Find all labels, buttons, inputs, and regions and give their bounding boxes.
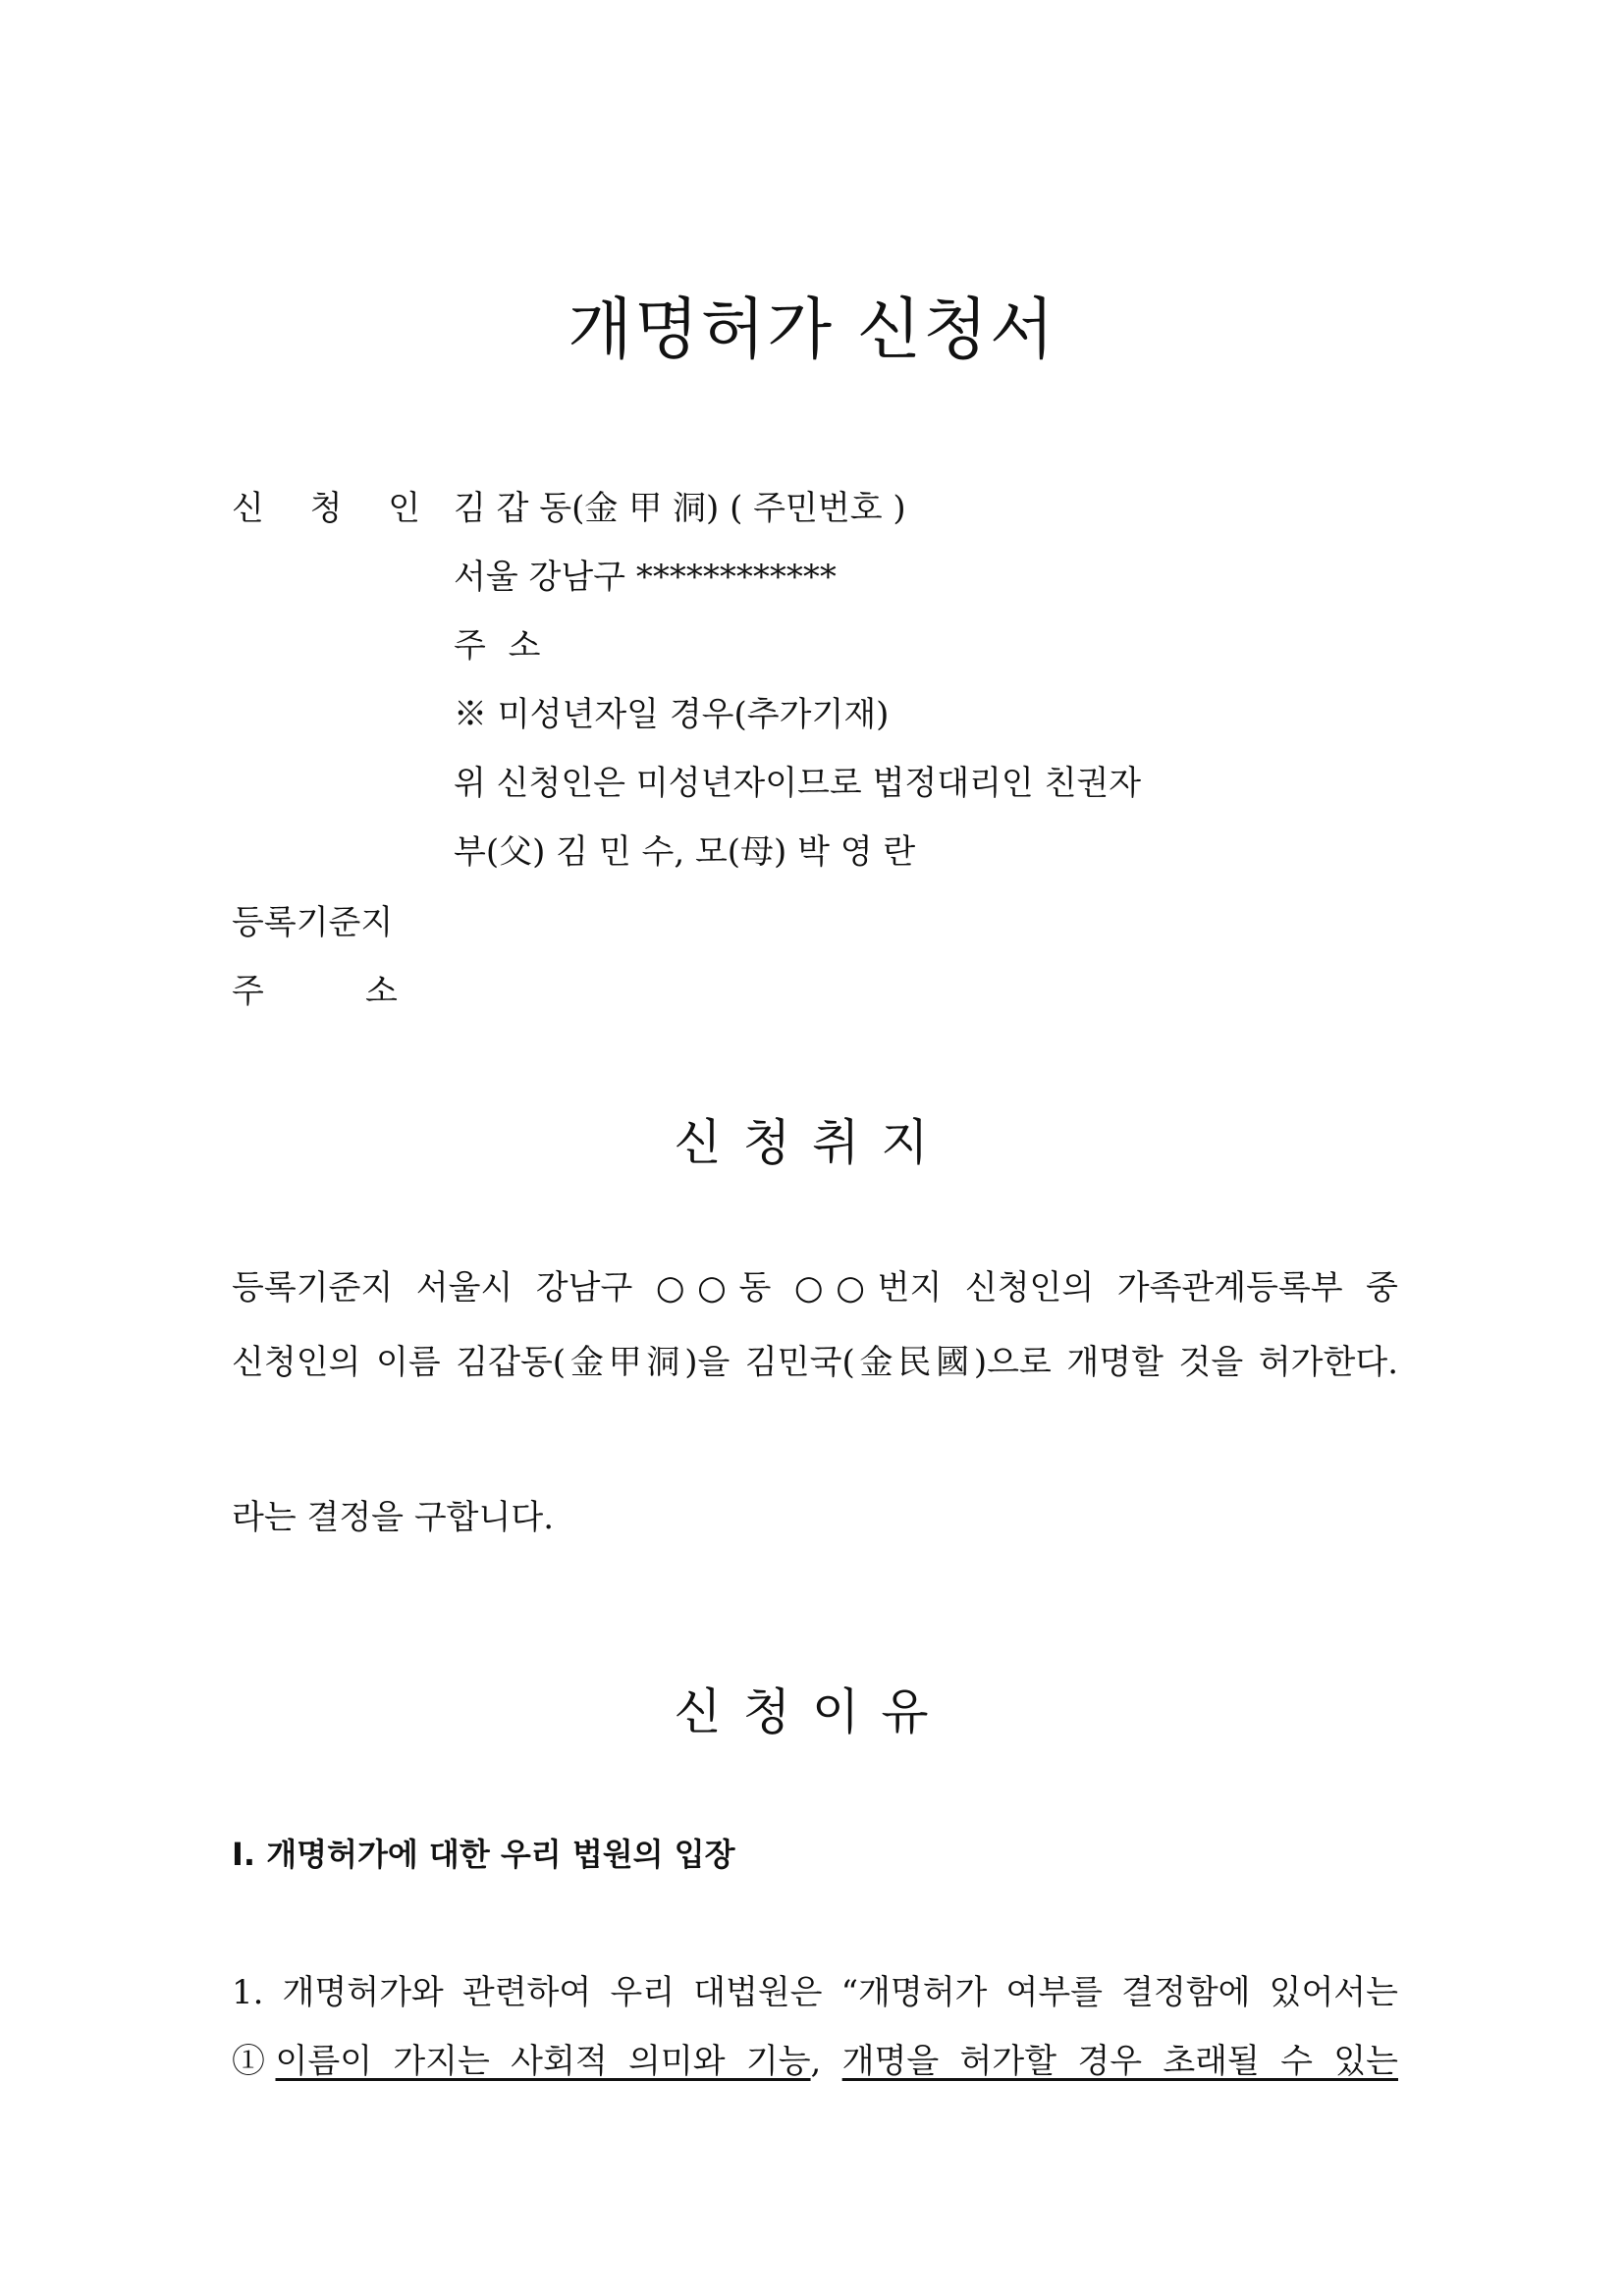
section-1-title: Ⅰ. 개명허가에 대한 우리 법원의 입장 [232,1836,735,1873]
applicant-address-label: 주 소 [454,626,547,666]
circled-number-1: ① [232,2042,276,2081]
guardian-line: 위 신청인은 미성년자이므로 법정대리인 친권자 [454,764,1142,803]
minor-note: ※ 미성년자일 경우(추가기재) [454,695,890,734]
parents-line: 부(父) 김 민 수, 모(母) 박 영 란 [454,832,916,872]
applicant-name: 김 갑 동(金 甲 洞) ( 주민번호 ) [454,489,906,528]
purpose-closing: 라는 결정을 구합니다. [232,1498,555,1537]
reason-para-1-line-2 [232,2040,1398,2083]
purpose-line-2: 신청인의 이름 김갑동(金甲洞)을 김민국(金民國)으로 개명할 것을 허가한다. [232,1343,1398,1382]
reason-heading: 신청이유 [674,1683,950,1740]
applicant-address: 서울 강남구 ************ [454,558,837,597]
address-label-right: 소 [365,972,398,1011]
comma: , [810,2042,822,2081]
purpose-heading: 신청취지 [674,1114,950,1171]
applicant-label: 신 청 인 [232,489,439,528]
purpose-line-1: 등록기준지 서울시 강남구 ○○동 ○○번지 신청인의 가족관계등록부 중 [232,1268,1398,1308]
reason-para-1-line-1: 1. 개명허가와 관련하여 우리 대법원은 “개명허가 여부를 결정함에 있어서는 [232,1973,1398,2012]
underlined-phrase-2: 개명을 허가할 경우 초래될 수 있는 [841,2042,1399,2081]
underlined-phrase-1: 이름이 가지는 사회적 의미와 기능 [275,2042,811,2081]
document-title: 개명허가 신청서 [568,292,1056,369]
address-label-left: 주 [232,972,264,1011]
registry-label: 등록기준지 [232,903,394,942]
